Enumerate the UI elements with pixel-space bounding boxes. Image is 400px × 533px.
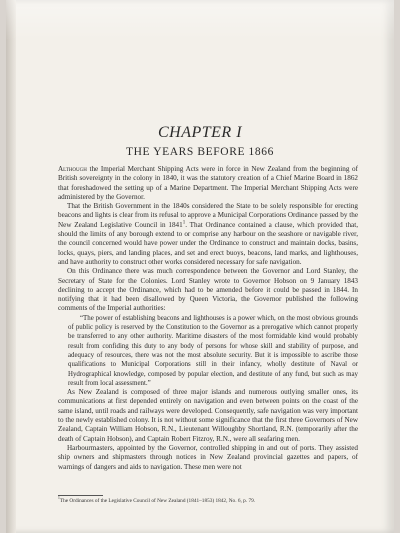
chapter-body [58, 165, 358, 472]
block-quote: “The power of establishing beacons and lighthouses is a power which, on the most obvious grounds of public policy is reserved by the Constitution to the Governor as a prerogative which cannot properly be transferred to any other authority. Maritime disasters of the most formidable kind would probably result from confiding this duty to any body of persons for whose skill and stability of purpose, and adequacy of resources, there was not the most absolute security. But it is impossible to ascribe those qualifications to Municipal Corporations still in their infancy, wholly destitute of Naval or Hydrographical knowledge, composed by popular election, and destitute of any fund, but such as may result from local assessment.” [68, 314, 358, 387]
paragraph-1 [58, 165, 358, 202]
paragraph-2 [58, 202, 358, 267]
footnote [58, 498, 358, 505]
paragraph-3: On this Ordinance there was much correspondence between the Governor and Lord Stanley, the Secretary of State for the Colonies. Lord Stanley wrote to Governor Hobson on 9 January 1843 declining to accept the Ordinance, which had to be amended before it could be passed in 1844. In notifying that it had been disallowed by Queen Victoria, the Governor published the following comments of the Imperial authorities: [58, 267, 358, 313]
paragraph-lead-word: Although [58, 165, 87, 173]
paragraph-4: As New Zealand is composed of three major islands and numerous outlying smaller ones, its communications at first depended entirely on navigation and even between points on the coast of the same island, until roads and railways were developed. Consequently, safe navigation was very important to the newly established colony. It is not without some significance that the first three Governors of New Zealand, Captain William Hobson, R.N., Lieutenant Willoughby Shortland, R.N. (temporarily after the death of Captain Hobson), and Captain Robert Fitzroy, R.N., were all seafaring men. [58, 388, 358, 443]
paragraph-5: Harbourmasters, appointed by the Governor, controlled shipping in and out of ports. They assisted ship owners and shipmasters through notices in New Zealand provincial gazettes and papers, of warnings of dangers and aids to navigation. These men were not [58, 443, 358, 471]
chapter-title: THE YEARS BEFORE 1866 [126, 146, 274, 158]
footnote-rule [58, 495, 103, 496]
page-gutter-shadow [6, 0, 16, 533]
paragraph-2-text-b: . That Ordinance contained a clause, which provided that, should the limits of any borough extend to or comprise any harbour on the seashore or navigable river, the council concerned would have power under the Ordinance to construct and maintain docks, basins, locks, quays, piers, and landing places, and set and erect buoys, beacons, land marks, and lighthouses, and have authority to construct other works considered necessary for safe navigation. [58, 220, 358, 266]
footnote-text: The Ordinances of the Legislative Council of New Zealand (1841–1853) 1842, No. 6, p. 79. [59, 498, 256, 504]
paragraph-1-text: the Imperial Merchant Shipping Acts were in force in New Zealand from the beginning of British sovereignty in the colony in 1840, it was the statutory creation of a Chief Marine Board in 1862 that foreshadowed the setting up of a Marine Department. The Imperial Merchant Shipping Acts were administered by the Governor. [58, 165, 358, 201]
page-top-light [6, 0, 394, 40]
chapter-number: CHAPTER I [157, 124, 243, 141]
footnote-mark: 1 [58, 496, 60, 501]
paragraph-2-text-a: That the British Government in the 1840s considered the State to be solely responsible for erecting beacons and lights is clear from its refusal to approve a Municipal Corporations Ordinance passed by the New Zealand Legislative Council in 1841 [58, 202, 358, 229]
footnote-reference: 1 [182, 220, 186, 226]
